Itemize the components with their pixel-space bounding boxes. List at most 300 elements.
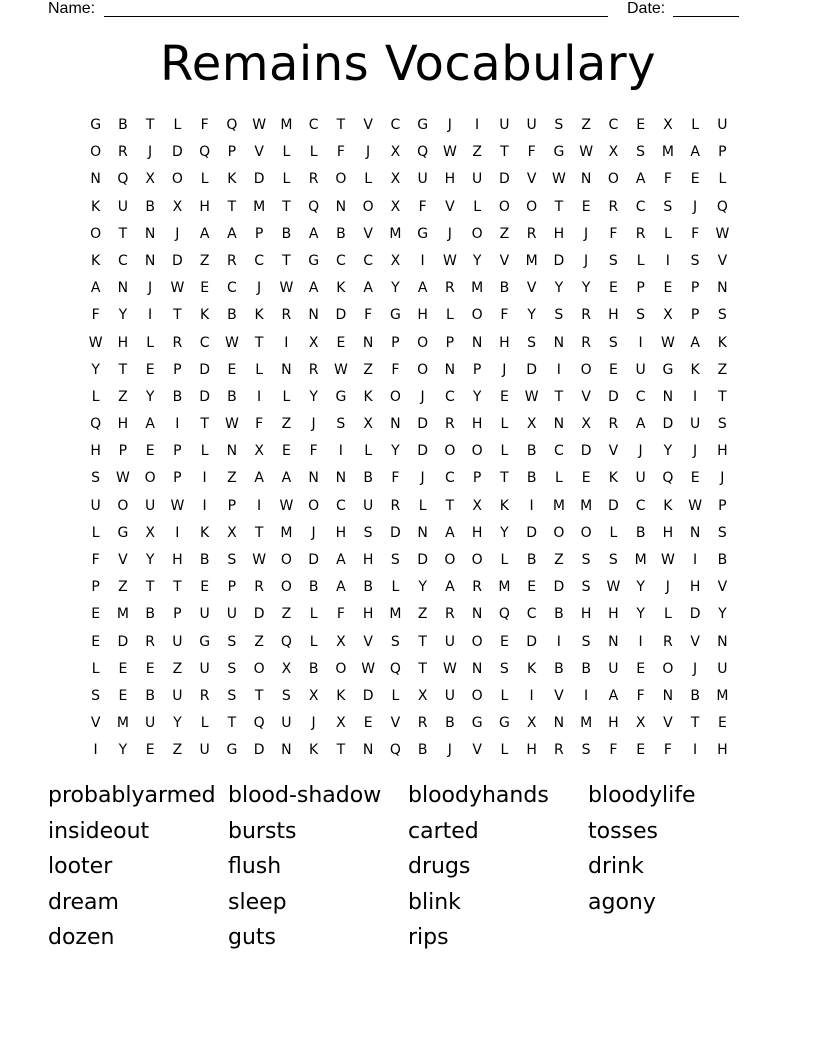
grid-letter[interactable]: G [417,225,429,242]
grid-letter[interactable]: F [609,742,618,759]
grid-letter[interactable]: X [308,687,319,704]
grid-letter[interactable]: B [417,742,428,759]
grid-letter[interactable]: U [281,715,292,732]
grid-letter[interactable]: U [417,171,428,188]
grid-letter[interactable]: S [227,660,237,677]
grid-letter[interactable]: L [663,225,672,242]
grid-letter[interactable]: O [471,225,483,242]
grid-letter[interactable]: H [717,742,728,759]
grid-letter[interactable]: O [580,361,592,378]
grid-letter[interactable]: X [635,715,646,732]
grid-letter[interactable]: S [499,660,509,677]
grid-letter[interactable]: V [717,579,728,596]
grid-letter[interactable]: T [690,715,700,732]
grid-letter[interactable]: R [118,144,128,161]
grid-letter[interactable]: K [663,497,673,514]
grid-letter[interactable]: N [553,715,565,732]
grid-letter[interactable]: F [500,307,509,324]
grid-letter[interactable]: D [171,144,183,161]
grid-letter[interactable]: G [117,524,129,541]
grid-letter[interactable]: X [336,715,346,732]
grid-letter[interactable]: W [224,334,239,351]
grid-letter[interactable]: M [525,252,538,269]
grid-letter[interactable]: D [580,443,592,460]
grid-letter[interactable]: X [663,307,673,324]
grid-letter[interactable]: W [279,280,294,297]
grid-letter[interactable]: E [91,606,101,623]
grid-letter[interactable]: L [445,307,454,324]
grid-letter[interactable]: Y [418,579,427,596]
grid-letter[interactable]: H [444,171,456,188]
grid-letter[interactable]: T [418,633,427,650]
grid-letter[interactable]: N [444,361,456,378]
grid-letter[interactable]: C [608,117,619,133]
grid-letter[interactable]: D [253,606,265,623]
grid-letter[interactable]: M [116,606,129,623]
grid-letter[interactable]: X [526,416,537,433]
grid-letter[interactable]: V [90,715,101,732]
grid-letter[interactable]: X [336,633,346,650]
grid-letter[interactable]: T [227,198,237,215]
grid-letter[interactable]: V [472,742,482,759]
grid-letter[interactable]: G [498,715,510,732]
grid-letter[interactable]: A [417,280,428,297]
grid-letter[interactable]: Y [500,524,509,541]
grid-letter[interactable]: V [499,252,510,269]
grid-letter[interactable]: J [720,470,725,487]
grid-letter[interactable]: W [442,144,457,161]
grid-letter[interactable]: T [282,252,291,269]
grid-letter[interactable]: O [144,470,156,487]
grid-letter[interactable]: R [199,687,210,704]
grid-letter[interactable]: U [526,117,537,133]
grid-letter[interactable]: N [471,334,483,351]
grid-letter[interactable]: K [200,307,210,324]
grid-letter[interactable]: R [554,742,564,759]
grid-letter[interactable]: S [663,198,673,215]
grid-letter[interactable]: Y [636,579,645,596]
grid-letter[interactable]: R [172,334,183,351]
grid-letter[interactable]: L [200,715,209,732]
grid-letter[interactable]: X [526,715,537,732]
grid-letter[interactable]: E [281,443,291,460]
grid-letter[interactable]: A [608,687,619,704]
grid-letter[interactable]: E [717,715,727,732]
grid-letter[interactable]: V [581,388,591,405]
grid-letter[interactable]: S [608,334,618,351]
grid-letter[interactable]: K [527,660,537,677]
grid-letter[interactable]: T [173,579,182,596]
grid-letter[interactable]: S [281,687,291,704]
grid-letter[interactable]: N [281,361,292,378]
grid-letter[interactable]: W [442,660,457,677]
grid-letter[interactable]: E [663,280,673,297]
grid-letter[interactable]: W [715,225,730,242]
grid-letter[interactable]: Q [662,470,674,487]
grid-letter[interactable]: R [417,715,428,732]
grid-letter[interactable]: O [280,579,292,596]
grid-letter[interactable]: U [363,497,374,514]
grid-letter[interactable]: T [336,742,346,759]
grid-letter[interactable]: S [91,687,101,704]
grid-letter[interactable]: X [308,334,319,351]
grid-letter[interactable]: L [364,171,373,188]
grid-letter[interactable]: L [309,606,318,623]
grid-letter[interactable]: H [199,198,210,215]
grid-letter[interactable]: Q [90,416,102,433]
grid-letter[interactable]: S [363,524,373,541]
grid-letter[interactable]: H [580,606,592,623]
grid-letter[interactable]: E [499,633,509,650]
grid-letter[interactable]: V [663,715,673,732]
grid-letter[interactable]: J [502,361,507,378]
grid-letter[interactable]: O [553,524,565,541]
grid-letter[interactable]: W [660,334,675,351]
grid-letter[interactable]: F [391,470,400,487]
grid-letter[interactable]: N [335,198,347,215]
grid-letter[interactable]: V [254,144,264,161]
grid-letter[interactable]: S [717,416,727,433]
grid-letter[interactable]: X [145,524,155,541]
grid-letter[interactable]: J [447,225,452,242]
grid-letter[interactable]: Q [308,198,320,215]
grid-letter[interactable]: Y [118,742,128,759]
grid-letter[interactable]: L [200,443,209,460]
grid-letter[interactable]: P [718,144,727,161]
grid-letter[interactable]: L [364,443,373,460]
grid-letter[interactable]: L [282,144,291,161]
grid-letter[interactable]: K [309,742,319,759]
grid-letter[interactable]: T [418,660,427,677]
grid-letter[interactable]: R [608,416,619,433]
grid-letter[interactable]: Q [716,198,728,215]
grid-letter[interactable]: P [690,280,700,297]
grid-letter[interactable]: A [635,416,646,433]
grid-letter[interactable]: L [282,171,291,188]
grid-letter[interactable]: D [253,742,265,759]
grid-letter[interactable]: O [90,225,102,242]
grid-letter[interactable]: R [390,497,401,514]
grid-letter[interactable]: C [635,497,646,514]
grid-letter[interactable]: M [661,144,674,161]
grid-letter[interactable]: B [227,388,237,405]
grid-letter[interactable]: C [635,198,646,215]
grid-letter[interactable]: O [335,171,347,188]
grid-letter[interactable]: P [227,579,237,596]
grid-letter[interactable]: C [526,606,537,623]
grid-letter[interactable]: W [252,552,267,568]
grid-letter[interactable]: S [690,252,700,269]
grid-letter[interactable]: C [117,252,128,269]
grid-letter[interactable]: E [145,443,155,460]
grid-letter[interactable]: O [280,552,292,568]
grid-letter[interactable]: T [118,225,128,242]
grid-letter[interactable]: U [199,606,210,623]
grid-letter[interactable]: A [308,225,319,242]
grid-letter[interactable]: Z [363,361,373,378]
grid-letter[interactable]: O [171,171,183,188]
grid-letter[interactable]: E [336,334,346,351]
grid-letter[interactable]: F [364,307,373,324]
grid-letter[interactable]: W [333,361,348,378]
grid-letter[interactable]: T [145,117,155,133]
grid-letter[interactable]: R [635,225,646,242]
grid-letter[interactable]: L [500,687,509,704]
grid-letter[interactable]: E [118,660,128,677]
grid-letter[interactable]: K [336,687,346,704]
grid-letter[interactable]: N [90,171,101,188]
grid-letter[interactable]: L [391,579,400,596]
grid-letter[interactable]: L [146,334,155,351]
grid-letter[interactable]: U [444,687,455,704]
grid-letter[interactable]: I [175,524,180,541]
grid-letter[interactable]: T [500,144,509,161]
grid-letter[interactable]: B [554,606,564,623]
grid-letter[interactable]: O [471,443,483,460]
grid-letter[interactable]: P [227,497,237,514]
grid-letter[interactable]: N [580,171,592,188]
grid-letter[interactable]: V [363,225,373,242]
grid-letter[interactable]: B [717,552,728,568]
grid-letter[interactable]: V [445,198,455,215]
grid-letter[interactable]: L [500,443,509,460]
grid-letter[interactable]: E [145,742,155,759]
grid-letter[interactable]: F [309,443,318,460]
grid-letter[interactable]: C [363,252,374,269]
grid-letter[interactable]: R [445,416,455,433]
grid-letter[interactable]: Q [280,633,292,650]
grid-letter[interactable]: D [308,552,320,568]
grid-letter[interactable]: J [148,144,153,161]
grid-letter[interactable]: P [173,470,182,487]
grid-letter[interactable]: K [717,334,727,351]
grid-letter[interactable]: P [227,144,237,161]
grid-letter[interactable]: D [199,361,211,378]
grid-letter[interactable]: C [254,252,265,269]
grid-letter[interactable]: E [145,660,155,677]
grid-letter[interactable]: I [693,388,698,405]
grid-letter[interactable]: E [91,633,101,650]
grid-letter[interactable]: B [199,552,210,568]
grid-letter[interactable]: H [117,334,129,351]
grid-letter[interactable]: K [690,361,700,378]
grid-letter[interactable]: U [635,470,646,487]
grid-letter[interactable]: O [444,552,456,568]
grid-letter[interactable]: Y [91,361,100,378]
grid-letter[interactable]: J [638,443,643,460]
grid-letter[interactable]: Q [389,660,401,677]
grid-letter[interactable]: U [226,606,237,623]
grid-letter[interactable]: O [444,443,456,460]
grid-letter[interactable]: Y [173,715,182,732]
grid-letter[interactable]: V [390,715,401,732]
grid-letter[interactable]: U [199,660,210,677]
grid-letter[interactable]: N [390,416,401,433]
grid-letter[interactable]: T [554,388,564,405]
grid-letter[interactable]: W [279,497,294,514]
grid-letter[interactable]: A [308,280,319,297]
grid-letter[interactable]: J [693,443,698,460]
grid-letter[interactable]: H [117,416,129,433]
grid-letter[interactable]: K [227,171,237,188]
grid-letter[interactable]: G [662,361,674,378]
grid-letter[interactable]: Z [199,252,210,269]
grid-letter[interactable]: N [553,416,565,433]
grid-letter[interactable]: O [389,388,401,405]
grid-letter[interactable]: B [635,524,646,541]
grid-letter[interactable]: L [609,524,618,541]
grid-letter[interactable]: S [581,742,591,759]
grid-letter[interactable]: J [693,198,698,215]
grid-letter[interactable]: K [200,524,210,541]
grid-letter[interactable]: M [580,715,593,732]
grid-letter[interactable]: A [336,579,346,596]
grid-letter[interactable]: A [690,144,700,161]
grid-letter[interactable]: O [526,198,538,215]
grid-letter[interactable]: G [199,633,211,650]
grid-letter[interactable]: S [581,579,591,596]
grid-letter[interactable]: J [311,715,316,732]
grid-letter[interactable]: O [471,687,483,704]
grid-letter[interactable]: V [526,280,537,297]
grid-letter[interactable]: O [471,633,483,650]
grid-letter[interactable]: I [665,252,670,269]
grid-letter[interactable]: R [472,579,482,596]
grid-letter[interactable]: I [638,633,643,650]
grid-letter[interactable]: P [472,361,482,378]
grid-letter[interactable]: B [118,117,128,133]
grid-letter[interactable]: W [688,497,703,514]
grid-letter[interactable]: E [363,715,373,732]
grid-letter[interactable]: J [665,579,670,596]
grid-letter[interactable]: S [581,552,591,568]
grid-letter[interactable]: J [584,225,589,242]
grid-letter[interactable]: L [636,252,645,269]
grid-letter[interactable]: Y [309,388,318,405]
grid-letter[interactable]: L [91,524,100,541]
grid-letter[interactable]: T [200,416,209,433]
grid-letter[interactable]: Z [417,606,428,623]
grid-letter[interactable]: B [526,552,537,568]
grid-letter[interactable]: B [145,606,155,623]
name-blank-line[interactable] [104,0,608,17]
grid-letter[interactable]: L [391,687,400,704]
grid-letter[interactable]: X [172,198,183,215]
grid-letter[interactable]: N [417,524,428,541]
grid-letter[interactable]: U [690,416,701,433]
grid-letter[interactable]: S [581,633,591,650]
grid-letter[interactable]: O [417,334,429,351]
grid-letter[interactable]: R [227,252,237,269]
grid-letter[interactable]: M [280,524,293,541]
grid-letter[interactable]: T [227,715,237,732]
grid-letter[interactable]: Q [226,117,238,133]
grid-letter[interactable]: V [118,552,128,568]
grid-letter[interactable]: P [91,579,100,596]
grid-letter[interactable]: B [145,687,155,704]
grid-letter[interactable]: O [417,361,429,378]
grid-letter[interactable]: G [308,252,320,269]
grid-letter[interactable]: F [691,225,700,242]
grid-letter[interactable]: W [551,171,566,188]
grid-letter[interactable]: O [471,552,483,568]
grid-letter[interactable]: N [308,307,319,324]
grid-letter[interactable]: N [662,687,674,704]
grid-letter[interactable]: P [254,225,264,242]
grid-letter[interactable]: W [361,660,376,677]
grid-letter[interactable]: A [227,225,237,242]
grid-letter[interactable]: X [254,443,264,460]
grid-letter[interactable]: B [499,280,510,297]
grid-letter[interactable]: I [556,361,561,378]
grid-letter[interactable]: W [660,552,675,568]
grid-letter[interactable]: I [175,416,180,433]
grid-letter[interactable]: Z [554,552,564,568]
grid-letter[interactable]: U [172,633,183,650]
grid-letter[interactable]: N [362,742,374,759]
grid-letter[interactable]: U [717,660,728,677]
grid-letter[interactable]: G [389,307,401,324]
grid-letter[interactable]: M [116,715,129,732]
grid-letter[interactable]: O [117,497,129,514]
grid-letter[interactable]: B [526,443,537,460]
grid-letter[interactable]: P [718,497,727,514]
grid-letter[interactable]: E [581,198,591,215]
grid-letter[interactable]: S [636,144,646,161]
grid-letter[interactable]: T [145,579,155,596]
grid-letter[interactable]: F [255,416,264,433]
grid-letter[interactable]: I [420,252,425,269]
grid-letter[interactable]: F [663,742,672,759]
grid-letter[interactable]: Q [498,606,510,623]
grid-letter[interactable]: L [500,416,509,433]
grid-letter[interactable]: Q [199,144,211,161]
grid-letter[interactable]: T [254,334,264,351]
grid-letter[interactable]: X [227,524,237,541]
grid-letter[interactable]: O [362,198,374,215]
grid-letter[interactable]: Z [118,388,128,405]
grid-letter[interactable]: I [475,117,480,133]
grid-letter[interactable]: R [445,606,455,623]
grid-letter[interactable]: U [444,633,455,650]
grid-letter[interactable]: U [117,198,128,215]
grid-letter[interactable]: N [471,606,483,623]
grid-letter[interactable]: Y [663,443,673,460]
grid-letter[interactable]: B [336,225,346,242]
grid-letter[interactable]: Q [117,171,129,188]
grid-letter[interactable]: Q [253,715,265,732]
grid-letter[interactable]: Z [172,660,183,677]
grid-letter[interactable]: A [445,524,455,541]
grid-letter[interactable]: E [499,388,509,405]
grid-letter[interactable]: D [117,633,129,650]
grid-letter[interactable]: D [171,252,183,269]
grid-letter[interactable]: G [335,388,347,405]
grid-letter[interactable]: A [254,470,264,487]
grid-letter[interactable]: K [254,307,264,324]
grid-letter[interactable]: S [390,552,400,568]
grid-letter[interactable]: W [115,470,130,487]
grid-letter[interactable]: E [608,280,618,297]
grid-letter[interactable]: T [118,361,128,378]
grid-letter[interactable]: O [498,198,510,215]
grid-letter[interactable]: C [553,443,564,460]
grid-letter[interactable]: Y [391,280,400,297]
grid-letter[interactable]: B [445,715,455,732]
grid-letter[interactable]: B [581,660,591,677]
grid-letter[interactable]: S [608,552,618,568]
grid-letter[interactable]: J [148,280,153,297]
